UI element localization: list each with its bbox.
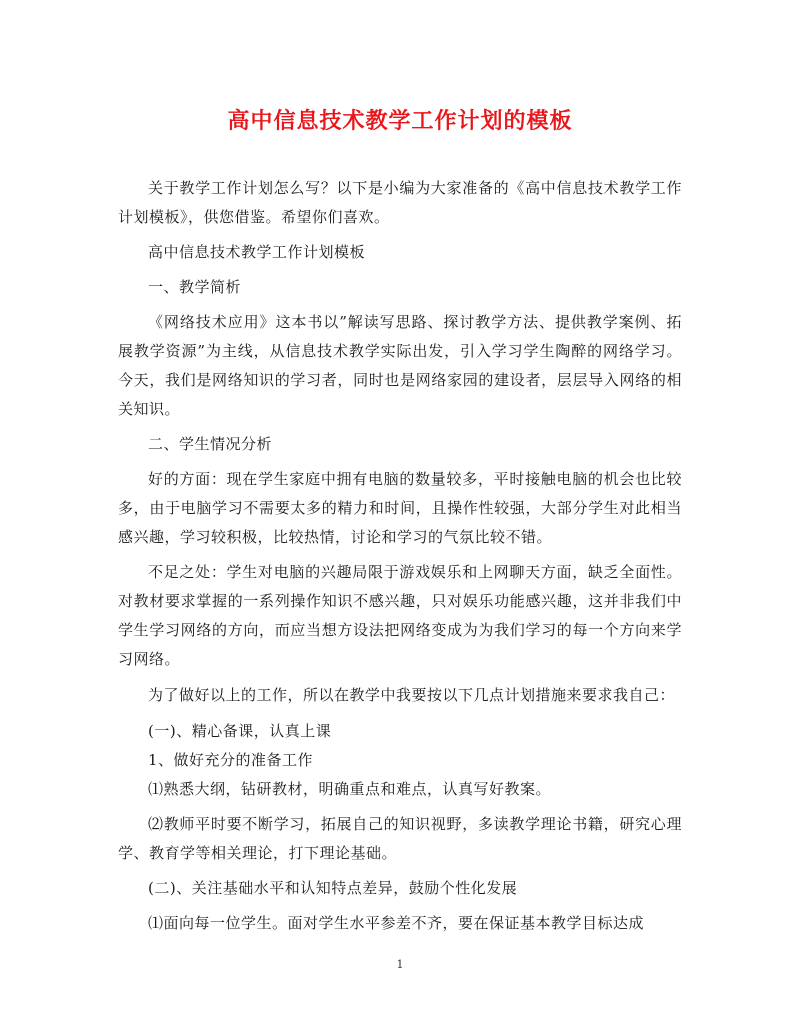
section-heading-1: 一、教学简析: [148, 278, 242, 296]
subsection-heading-1: (一)、精心备课，认真上课: [148, 722, 332, 740]
item-heading-1: 1、做好充分的准备工作: [148, 751, 314, 769]
intro-paragraph: 关于教学工作计划怎么写？以下是小编为大家准备的《高中信息技术教学工作计划模板》，供您借鉴。希望你们喜欢。: [118, 179, 682, 226]
list-item-1: ⑴熟悉大纲，钻研教材，明确重点和难点，认真写好教案。: [148, 780, 552, 798]
list-item-3: ⑴面向每一位学生。面对学生水平参差不齐，要在保证基本教学目标达成: [148, 914, 645, 932]
subsection-heading-2: (二)、关注基础水平和认知特点差异，鼓励个性化发展: [148, 879, 518, 897]
weaknesses-paragraph: 不足之处：学生对电脑的兴趣局限于游戏娱乐和上网聊天方面，缺乏全面性。对教材要求掌握的一系列操作知识不感兴趣，只对娱乐功能感兴趣，这并非我们中学生学习网络的方向，而应当想方设法把网络变成为为我们学习的每一个方向来学习网络。: [118, 563, 682, 668]
page-number: 1: [396, 958, 404, 971]
section-1-paragraph: 《网络技术应用》这本书以”解读写思路、探讨教学方法、提供教学案例、拓展教学资源”为主线，从信息技术教学实际出发，引入学习学生陶醉的网络学习。今天，我们是网络知识的学习者，同时也是网络家园的建设者，层层导入网络的相关知识。: [118, 313, 682, 418]
section-heading-2: 二、学生情况分析: [148, 435, 273, 453]
list-item-2: ⑵教师平时要不断学习，拓展自己的知识视野，多读教学理论书籍，研究心理学、教育学等相关理论，打下理论基础。: [118, 815, 682, 862]
document-title: 高中信息技术教学工作计划的模板: [227, 108, 573, 134]
strengths-paragraph: 好的方面：现在学生家庭中拥有电脑的数量较多，平时接触电脑的机会也比较多，由于电脑学习不需要太多的精力和时间，且操作性较强，大部分学生对此相当感兴趣，学习较积极，比较热情，讨论和学习的气氛比较不错。: [118, 470, 682, 546]
plan-intro-paragraph: 为了做好以上的工作，所以在教学中我要按以下几点计划措施来要求我自己：: [148, 686, 676, 704]
document-body: [118, 174, 682, 938]
subtitle-paragraph: 高中信息技术教学工作计划模板: [148, 243, 366, 261]
